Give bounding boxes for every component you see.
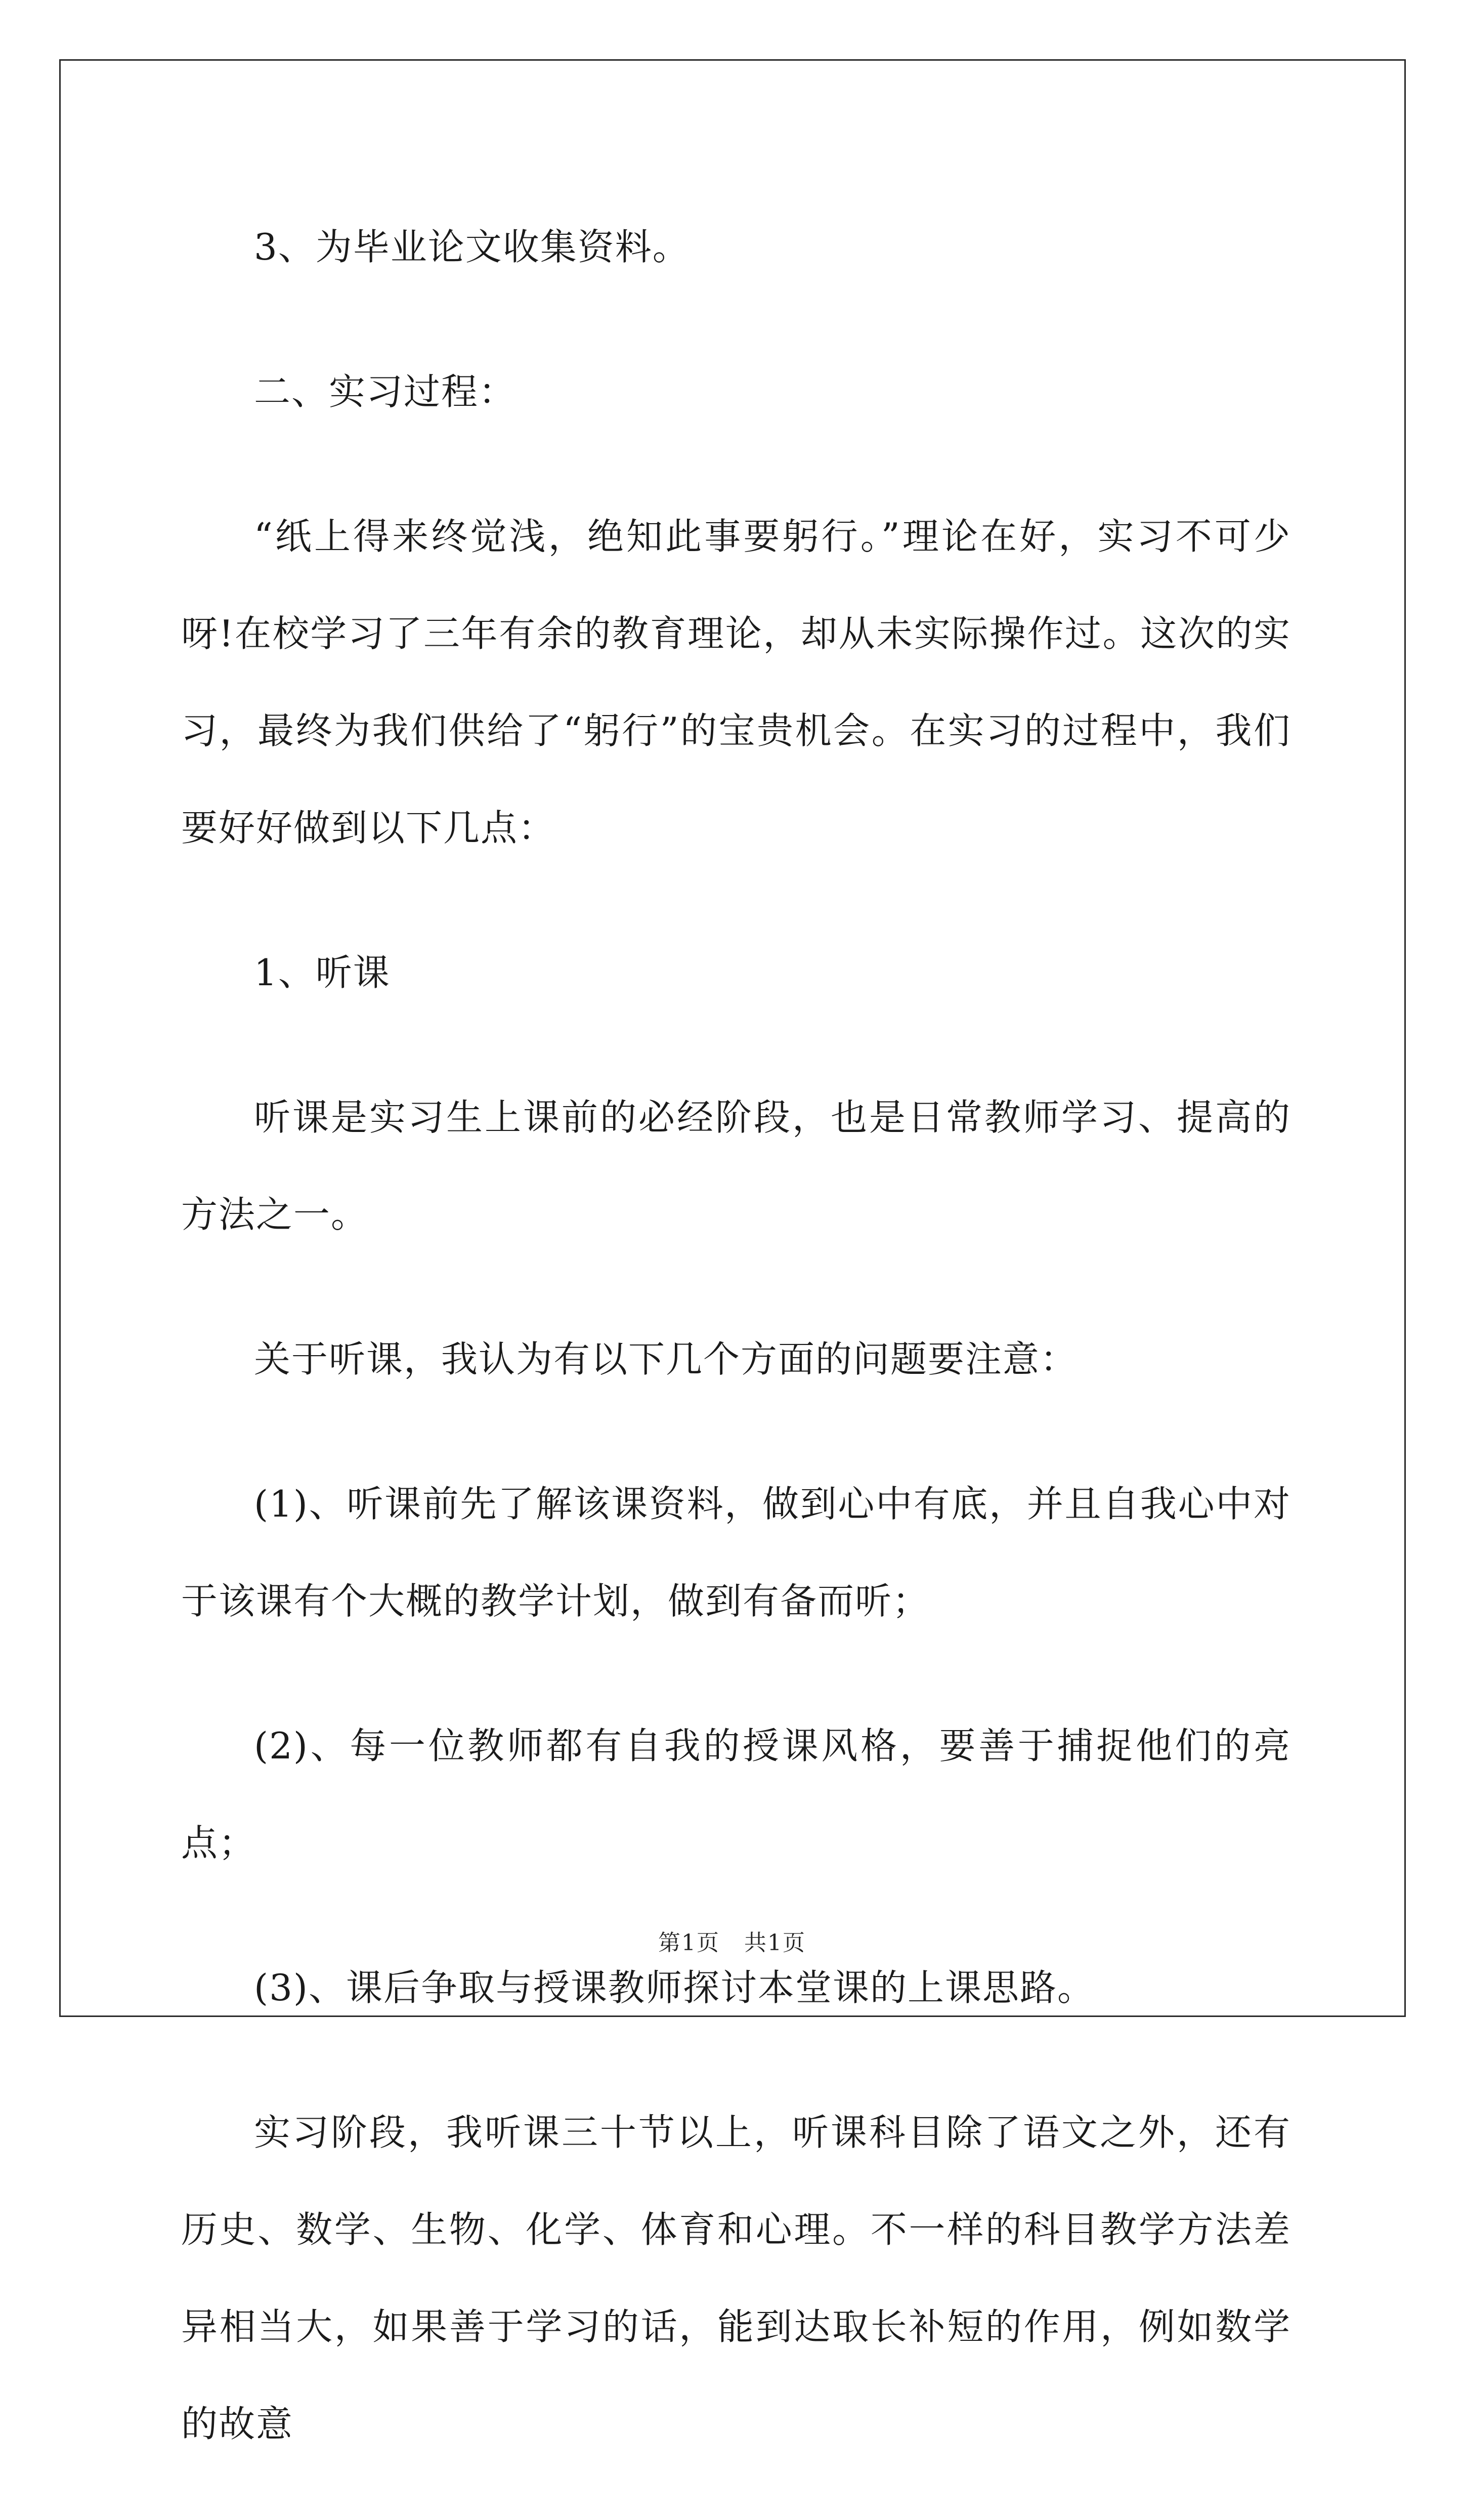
paragraph: 3、为毕业论文收集资料。: [254, 226, 690, 268]
paragraph: “纸上得来终觉浅，绝知此事要躬行。”理论在好，实习不可少呀!在校学习了三年有余的教育理论，却从未实际操作过。这次的实习，最终为我们供给了“躬行”的宝贵机会。在实习的过程中，我们要好好做到以下几点：: [181, 515, 1291, 849]
page-footer: [0, 1924, 1464, 1957]
page-total: 共1页: [744, 1930, 806, 1956]
subsection-heading: 1、听课: [254, 951, 391, 994]
paragraph: 实习阶段，我听课三十节以上，听课科目除了语文之外，还有历史、数学、生物、化学、体育和心理。不一样的科目教学方法差异相当大，如果善于学习的话，能到达取长补短的作用，例如数学的故意: [181, 2111, 1291, 2445]
list-item: (3)、课后争取与授课教师探讨本堂课的上课思路。: [254, 1966, 1095, 2009]
page-number: 第1页: [658, 1930, 720, 1956]
list-item: (2)、每一位教师都有自我的授课风格，要善于捕捉他们的亮点；: [181, 1725, 1291, 1864]
list-item: (1)、听课前先了解该课资料，做到心中有底，并且自我心中对于该课有个大概的教学计划，做到有备而听；: [181, 1483, 1291, 1622]
section-heading: 二、实习过程：: [254, 370, 516, 413]
paragraph: 听课是实习生上课前的必经阶段，也是日常教师学习、提高的方法之一。: [181, 1096, 1291, 1236]
paragraph: 关于听课，我认为有以下几个方面的问题要注意：: [254, 1338, 1078, 1380]
document-body: [181, 198, 1291, 2520]
